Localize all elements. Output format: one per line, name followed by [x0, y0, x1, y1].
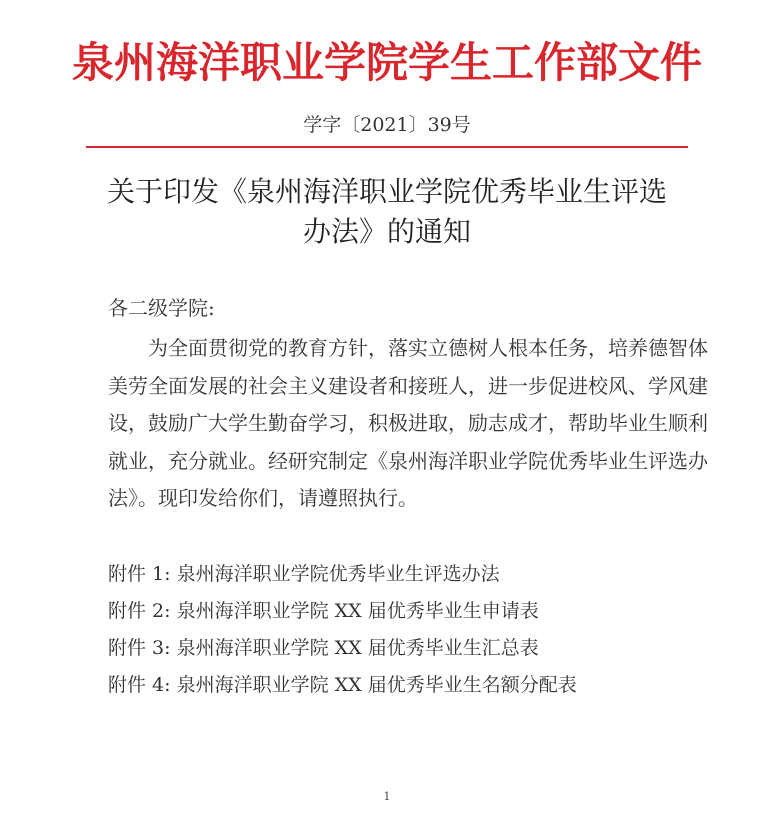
greeting: 各二级学院:: [108, 296, 215, 320]
red-divider-line: [86, 146, 688, 148]
document-number: 学字〔2021〕39号: [303, 114, 471, 136]
attachment-item-1: 附件 1: 泉州海洋职业学院优秀毕业生评选办法: [108, 563, 500, 585]
attachment-item-2: 附件 2: 泉州海洋职业学院 XX 届优秀毕业生申请表: [108, 600, 539, 622]
attachment-list: [108, 556, 708, 704]
notice-title-line-2: 办法》的通知: [302, 215, 471, 248]
notice-title: [0, 172, 774, 252]
document-header-title: 泉州海洋职业学院学生工作部文件: [71, 38, 702, 87]
notice-title-line-1: 关于印发《泉州海洋职业学院优秀毕业生评选: [106, 175, 667, 208]
body-paragraph: 为全面贯彻党的教育方针，落实立德树人根本任务，培养德智体美劳全面发展的社会主义建设者和接班人，进一步促进校风、学风建设，鼓励广大学生勤奋学习，积极进取，励志成才，帮助毕业生顺利就业，充分就业。经研究制定《泉州海洋职业学院优秀毕业生评选办法》。现印发给你们，请遵照执行。: [108, 336, 708, 510]
page-number: 1: [383, 790, 391, 803]
attachment-item-3: 附件 3: 泉州海洋职业学院 XX 届优秀毕业生汇总表: [108, 637, 539, 659]
attachment-item-4: 附件 4: 泉州海洋职业学院 XX 届优秀毕业生名额分配表: [108, 674, 577, 696]
